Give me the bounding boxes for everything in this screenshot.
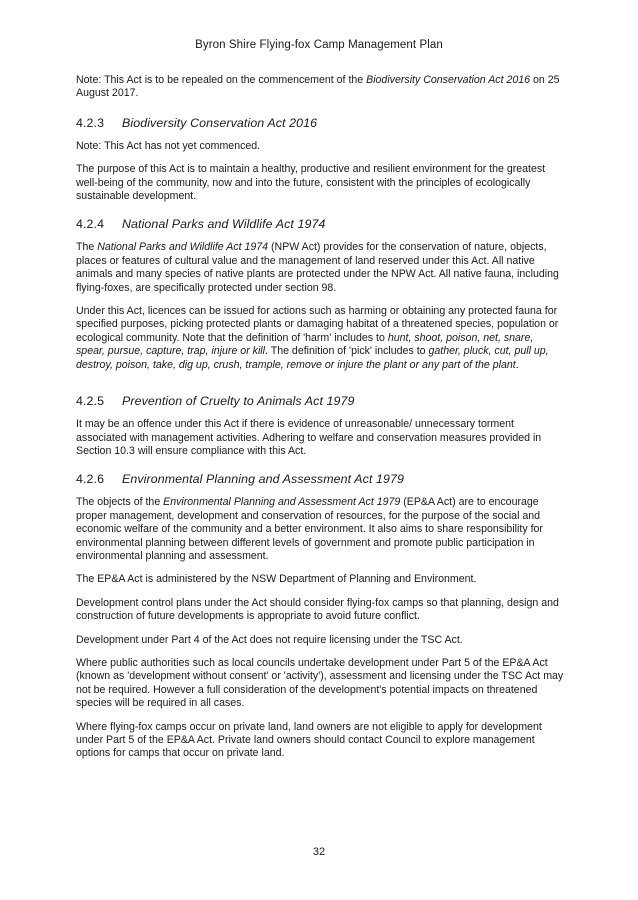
pick-definition: gather, pluck, cut, pull up, destroy, poison, take, dig up, crush, trample, remove or injure the plant or any part of the plant [76, 345, 549, 371]
section-number: 4.2.6 [76, 472, 105, 487]
section-number: 4.2.5 [76, 394, 105, 409]
paragraph: Where public authorities such as local councils undertake development under Part 5 of the EP&A Act (known as 'development without consent' or 'activity'), assessment and licensing under the TSC Act may not be required. However a full consideration of the development's potential impacts on threatened species will be required in all cases. [76, 656, 564, 710]
paragraph: Under this Act, licences can be issued for actions such as harming or obtaining any protected fauna for specified purposes, picking protected plants or damaging habitat of a threatened species, population or ecological community. Note that the definition of 'harm' includes to hunt, shoot, poison, net, snare, spear, pursue, capture, trap, injure or kill. The definition of 'pick' includes to gather, pluck, cut, pull up, destroy, poison, take, dig up, crush, trample, remove or injure the plant or any part of the plant. [76, 305, 559, 371]
commencement-note: Note: This Act has not yet commenced. [76, 139, 261, 152]
section-heading-4-2-4 [76, 217, 564, 232]
repeal-note-text-end: on 25 August 2017. [76, 74, 560, 100]
section-heading-4-2-5 [76, 394, 564, 409]
repeal-note-act-name: Biodiversity Conservation Act 2016 [366, 74, 531, 86]
section-number: 4.2.3 [76, 115, 105, 130]
paragraph: It may be an offence under this Act if there is evidence of unreasonable/ unnecessary torment associated with management activities. Adhering to welfare and conservation measures provided in Section 10.3 will ensure compliance with this Act. [76, 418, 542, 457]
paragraph: Development control plans under the Act should consider flying-fox camps so that planning, design and construction of future developments is appropriate to avoid future conflict. [76, 596, 559, 623]
act-name: National Parks and Wildlife Act 1974 [97, 241, 269, 254]
section-title: Biodiversity Conservation Act 2016 [122, 115, 318, 130]
page-number: 32 [312, 846, 326, 858]
act-name: Environmental Planning and Assessment Act 1979 [163, 496, 401, 509]
paragraph: The National Parks and Wildlife Act 1974 (NPW Act) provides for the conservation of nature, objects, places or features of cultural value and the management of land reserved under this Act. All native animals and many species of native plants are protected under the NPW Act. All native fauna, including flying-foxes, are specifically protected under section 98. [76, 241, 559, 294]
section-heading-4-2-6 [76, 472, 564, 487]
paragraph: The EP&A Act is administered by the NSW Department of Planning and Environment. [76, 573, 477, 586]
paragraph: The objects of the Environmental Planning and Assessment Act 1979 (EP&A Act) are to encourage proper management, development and conservation of resources, for the purpose of the social and economic welfare of the community and a better environment. It also aims to share responsibility for environmental planning between different levels of government and promote public participation in environmental planning and assessment. [76, 496, 543, 562]
page-content [76, 74, 564, 771]
section-number: 4.2.4 [76, 217, 105, 232]
section-heading-4-2-3 [76, 116, 564, 131]
paragraph: Development under Part 4 of the Act does not require licensing under the TSC Act. [76, 633, 463, 646]
harm-definition: hunt, shoot, poison, net, snare, spear, pursue, capture, trap, injure or kill [76, 331, 534, 358]
repeal-note-text: Note: This Act is to be repealed on the commencement of the [76, 74, 367, 86]
section-title: National Parks and Wildlife Act 1974 [122, 217, 326, 232]
paragraph: The purpose of this Act is to maintain a healthy, productive and resilient environment for the greatest well-being of the community, now and into the future, consistent with the principles of ecologically sustainable development. [76, 163, 546, 203]
repeal-note [76, 74, 564, 101]
section-title: Environmental Planning and Assessment Act 1979 [122, 472, 404, 487]
running-header: Byron Shire Flying-fox Camp Management Plan [195, 39, 443, 51]
section-title: Prevention of Cruelty to Animals Act 1979 [122, 394, 355, 409]
paragraph: Where flying-fox camps occur on private land, land owners are not eligible to apply for development under Part 5 of the EP&A Act. Private land owners should contact Council to explore management options for camps that occur on private land. [76, 720, 542, 760]
